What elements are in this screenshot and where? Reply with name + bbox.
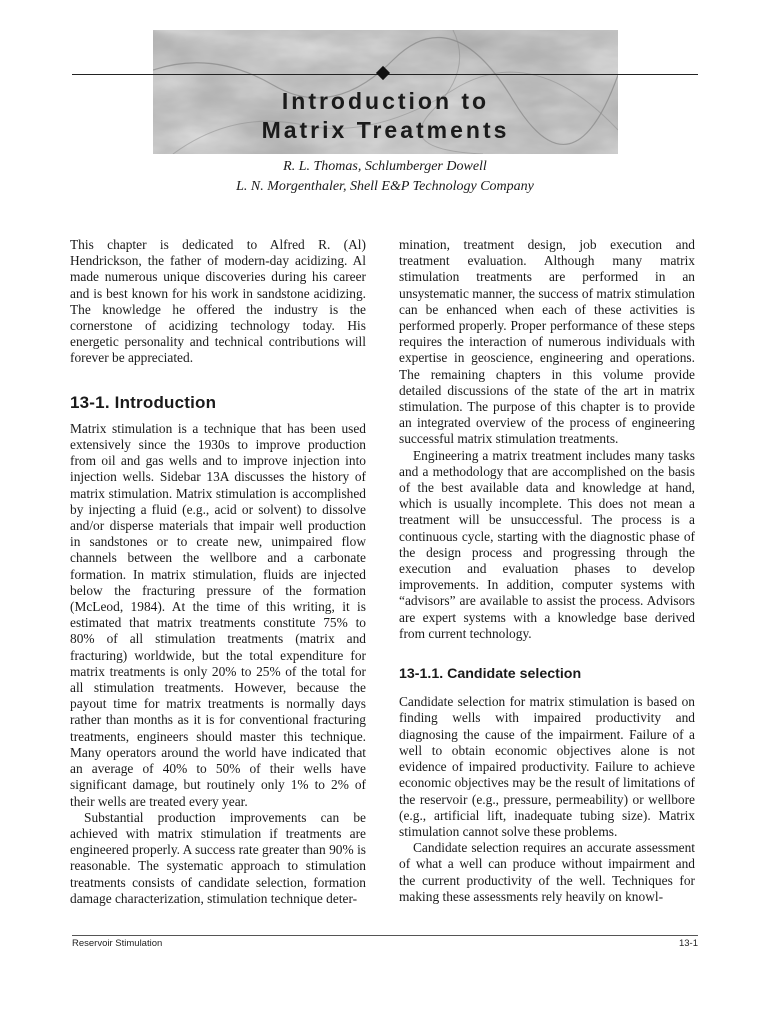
candidate-paragraph-1: Candidate selection for matrix stimulation is based on finding wells with impaired productivity and diagnosing the cause of the impairment. Failure of a well to obtain economic objectives alone is not evidence of impaired productivity. Failure to achieve economic objectives may be the result of limitations of the reservoir (e.g., pressure, permeability) or wellbore (e.g., artificial lift, inadequate tubing size). Matrix stimulation cannot solve these problems. — [399, 694, 695, 839]
chapter-title-line1: Introduction to — [281, 88, 490, 114]
intro-paragraph-1: Matrix stimulation is a technique that has been used extensively since the 1930s to improve production from oil and gas wells and to improve injection into injection wells. Sidebar 13A discusses the history of matrix stimulation. Matrix stimulation is accomplished by injecting a fluid (e.g., acid or solvent) to dissolve and/or disperse materials that impair well production in sandstones or to create new, unimpaired flow channels between the wellbore and a carbonate formation. In matrix stimulation, fluids are injected below the fracturing pressure of the formation (McLeod, 1984). At the time of this writing, it is estimated that matrix treatments constitute 75% to 80% of all stimulation treatments (matrix and fracturing) worldwide, but the total expenditure for matrix treatments is only 20% to 25% of the total for all stimulation treatments. However, because the payout time for matrix treatments is normally days rather than months as it is for conventional fracturing treatments, engineers should master this technique. Many operators around the world have indicated that an average of 40% to 50% of their wells have significant damage, but routinely only 1% to 2% of their wells are treated every year. — [70, 420, 366, 809]
section-heading: 13-1. Introduction — [70, 392, 217, 412]
authors — [72, 157, 698, 197]
left-column — [70, 237, 366, 907]
author-1: R. L. Thomas, Schlumberger Dowell — [283, 159, 487, 174]
chapter-title-line2: Matrix Treatments — [261, 117, 510, 143]
right-paragraph-1: mination, treatment design, job execution and treatment evaluation. Although many matrix stimulation treatments are performed in an unsystematic manner, the success of matrix stimulation can be enhanced when each of these activities is performed properly. Proper performance of these steps requires the interaction of numerous individuals with expertise in geoscience, engineering and operations. The remaining chapters in this volume provide detailed discussions of the state of the art in matrix stimulation. The purpose of this chapter is to provide an integrated overview of the process of engineering successful matrix stimulation treatments. — [399, 237, 695, 447]
subsection-heading: 13-1.1. Candidate selection — [399, 666, 582, 683]
footer-book-title: Reservoir Stimulation — [72, 938, 163, 949]
author-2: L. N. Morgenthaler, Shell E&P Technology Company — [236, 179, 534, 194]
footer-page-number: 13-1 — [678, 938, 698, 949]
right-paragraph-2: Engineering a matrix treatment includes many tasks and a methodology that are accomplished on the basis of the best available data and knowledge at hand, which is usually incomplete. This does not mean a treatment will be unsuccessful. The process is a continuous cycle, starting with the diagnostic phase of the design process and progressing through the execution and evaluation phases to develop improvements. In addition, computer systems with “advisors” are available to assist the process. Advisors are expert systems with a knowledge base derived from current technology. — [399, 447, 695, 641]
intro-paragraph-2: Substantial production improvements can be achieved with matrix stimulation if treatments are engineered properly. A success rate greater than 90% is reasonable. The systematic approach to stimulation treatments consists of candidate selection, formation damage characterization, stimulation technique deter- — [70, 809, 366, 906]
footer-rule — [72, 935, 698, 936]
dedication-paragraph: This chapter is dedicated to Alfred R. (Al) Hendrickson, the father of modern-day acidizing. Al made numerous unique discoveries during his career and is best known for his work in sandstone acidizing. The knowledge he offered the industry is the cornerstone of acidizing technology today. His energetic personality and technical contributions will forever be appreciated. — [70, 237, 366, 366]
candidate-paragraph-2: Candidate selection requires an accurate assessment of what a well can produce without impairment and the current productivity of the well. Techniques for making these assessments rely heavily on knowl- — [399, 840, 695, 904]
right-column — [399, 237, 695, 905]
